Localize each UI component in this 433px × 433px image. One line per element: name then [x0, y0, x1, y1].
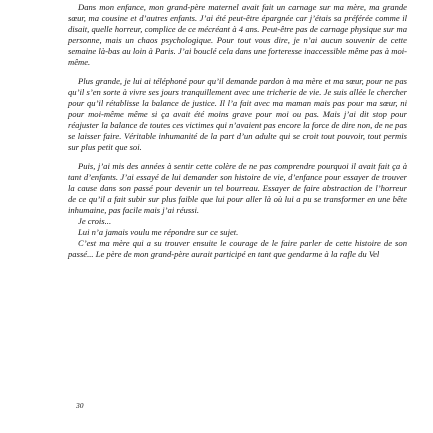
- page-number: 30: [76, 401, 84, 410]
- paragraph-2: Plus grande, je lui ai téléphoné pour qu’il demande pardon à ma mère et ma sœur, pour ne pas qu’il s’en sorte à vivre ses jours tranquillement avec une tricherie de vie. Je suis allée le chercher pour qu’il rétablisse la balance de justice. Il l’a fait avec ma maman mais pas pour ma sœur, ni pour moi-même même si ça avait été moins grave pour moi ou pas. Mais j’ai dit stop pour réajuster la balance de toutes ces victimes qui n’avaient pas encore la force de dire non, de ne pas se laisser faire. Véritable inhumanité de la part d’un adulte qui se croit tout pouvoir, tout permis sur plus petit que soi.: [68, 76, 407, 152]
- text-column: [68, 2, 407, 260]
- final-paragraph: C’est ma mère qui a su trouver ensuite le courage de le faire parler de cette histoire de son passé... Le père de mon grand-père aurait participé en tant que gendarme à la rafle du Vel: [68, 238, 407, 259]
- paragraph-1: Dans mon enfance, mon grand-père maternel avait fait un carnage sur ma mère, ma grande sœur, ma cousine et d’autres enfants. J’ai été peut-être épargnée car j’étais sa préférée comme il disait, quelle horreur, complice de ce mécréant à 4 ans. Peut-être pas de carnage physique sur ma personne, mais un chaos psychologique. Pour tout vous dire, je n’ai aucun souvenir de cette semaine là-bas au loin à Paris. J’ai bouclé cela dans une forteresse inaccessible même pas à moi-même.: [68, 2, 407, 67]
- short-line-1: Je crois...: [78, 216, 112, 226]
- short-line-2: Lui n’a jamais voulu me répondre sur ce sujet.: [78, 227, 239, 237]
- paragraph-3: Puis, j’ai mis des années à sentir cette colère de ne pas comprendre pourquoi il avait fait ça à tant d’enfants. J’ai essayé de lui demander son histoire de vie, d’enfance pour essayer de trouver la cause dans son passé pour devenir un tel bourreau. Essayer de faire abstraction de l’horreur de ce qu’il a fait subir sur plus faible que lui pour aller là où lui a pu se transformer en une bête inhumaine, pas facile mais j’ai réussi.: [68, 161, 407, 215]
